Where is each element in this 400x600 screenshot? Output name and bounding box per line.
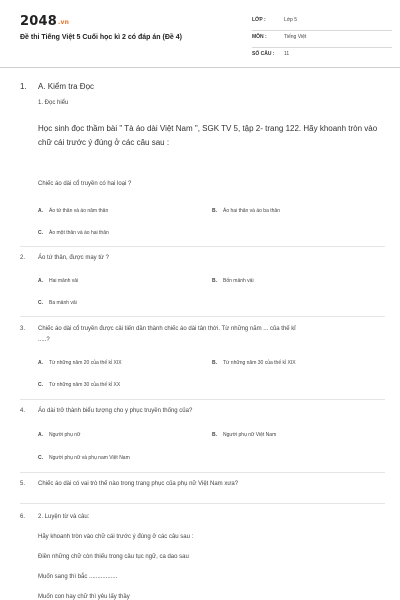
option-a[interactable]: A. Áo tứ thân và áo năm thân <box>38 208 109 214</box>
meta-subject <box>252 31 392 48</box>
question-number: 6. <box>20 514 26 520</box>
question-number: 2. <box>20 255 26 261</box>
exam-content <box>0 68 400 600</box>
section-title: 2. Luyện từ và câu: <box>38 514 90 520</box>
divider <box>20 503 385 504</box>
question-number: 4. <box>20 408 26 414</box>
question-text-continued: .....? <box>38 337 50 343</box>
meta-class <box>252 14 392 31</box>
option-c[interactable]: C. Áo một thân và áo hai thân <box>38 230 109 236</box>
option-a[interactable]: A. Từ những năm 20 của thế kỉ XIX <box>38 360 122 366</box>
option-c[interactable]: C. Từ những năm 30 của thế kỉ XX <box>38 382 121 388</box>
meta-value: Lớp 5 <box>284 17 298 23</box>
option-c[interactable]: C. Người phụ nữ và phụ nam Việt Nam <box>38 455 130 461</box>
question-text: Chiếc áo dài cổ truyền có hai loại ? <box>38 181 132 187</box>
proverb-line: Muốn sang thì bắc ................. <box>38 574 118 580</box>
question-text: Chiếc áo dài cổ truyền được cải tiến dần thành chiếc áo dài tân thời. Từ những năm ... của thế kỉ <box>38 326 296 332</box>
option-b[interactable]: B. Áo hai thân và áo ba thân <box>212 208 280 214</box>
question-text: Áo dài trở thành biểu tượng cho y phục truyền thống của? <box>38 408 193 414</box>
instruction-line: Điền những chữ còn thiếu trong câu tục ngữ, ca dao sau <box>38 554 189 560</box>
site-logo[interactable]: 2048.vn <box>20 14 70 29</box>
section-subtitle: 1. Đọc hiểu <box>38 100 69 106</box>
meta-value: Tiếng Việt <box>284 34 307 40</box>
option-b[interactable]: B. Bốn mảnh vải <box>212 278 254 284</box>
meta-question-count <box>252 48 392 65</box>
option-c[interactable]: C. Ba mảnh vải <box>38 300 77 306</box>
divider <box>20 246 385 247</box>
question-number: 3. <box>20 326 26 332</box>
reading-instructions: Học sinh đọc thầm bài " Tà áo dài Việt Nam ", SGK TV 5, tập 2- trang 122. Hãy khoanh tròn vào chữ cái trước ý đúng ở các câu sau : <box>38 124 378 147</box>
question-text: Chiếc áo dài có vai trò thế nào trong trang phục của phụ nữ Việt Nam xưa? <box>38 481 239 487</box>
proverb-line: Muốn con hay chữ thì yêu lấy thầy <box>38 594 130 600</box>
divider <box>20 399 385 400</box>
question-number: 5. <box>20 481 26 487</box>
divider <box>20 316 385 317</box>
question-number: 1. <box>20 82 27 91</box>
page-header <box>0 0 400 68</box>
question-text: Áo tứ thân, được may từ ? <box>38 255 110 261</box>
option-b[interactable]: B. Từ những năm 30 của thế kỉ XIX <box>212 360 296 366</box>
section-title: A. Kiểm tra Đọc <box>38 82 95 91</box>
exam-meta <box>252 14 392 65</box>
meta-label: MÔN : <box>252 34 267 40</box>
page-title: Đề thi Tiếng Việt 5 Cuối học kì 2 có đáp án (Đề 4) <box>20 34 182 41</box>
divider <box>20 472 385 473</box>
meta-label: LỚP : <box>252 17 266 23</box>
option-b[interactable]: B. Người phụ nữ Việt Nam <box>212 432 277 438</box>
option-a[interactable]: A. Hai mảnh vải <box>38 278 79 284</box>
option-a[interactable]: A. Người phụ nữ <box>38 432 81 438</box>
meta-label: SỐ CÂU : <box>252 51 275 57</box>
instruction-line: Hãy khoanh tròn vào chữ cái trước ý đúng ở các câu sau : <box>38 534 194 540</box>
meta-value: 11 <box>284 51 290 57</box>
